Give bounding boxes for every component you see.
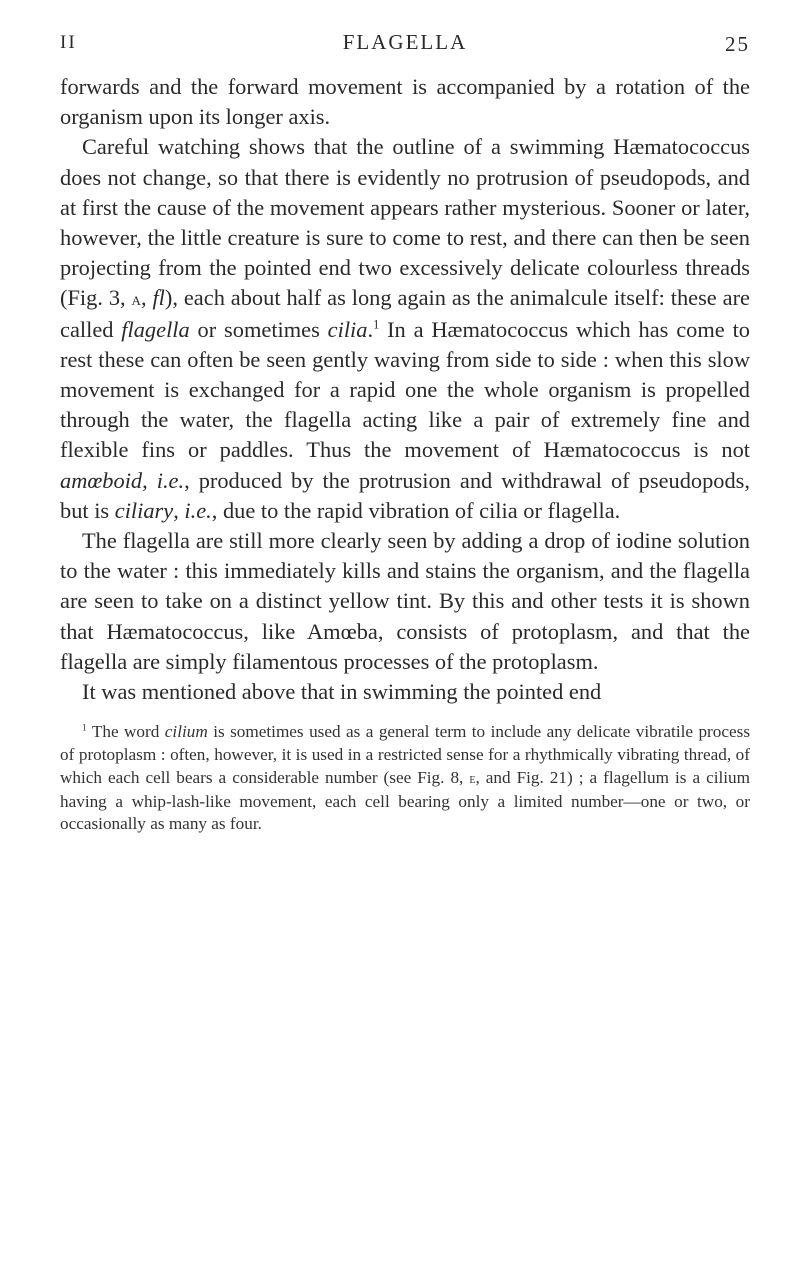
paragraph-4: It was mentioned above that in swimming the pointed end	[82, 679, 602, 705]
text-run: , and Fig. 21) ; a flagellum is a cilium having a whip-lash-like movement, each cell bearing only a limited number—one or two, or occasionally as many as four.	[60, 767, 750, 834]
abbr-ie: i.e.	[156, 467, 185, 493]
running-head	[60, 28, 750, 72]
term-ciliary: ciliary	[114, 497, 174, 523]
text-run: In a Hæmatococcus which has come to rest these can often be seen gently waving from side to side : when this slow movement is exchanged for a rapid one the whole organism is propelled through the water, the flagella acting like a pair of extremely fine and flexible fins or paddles. Thus the movement of Hæmatococcus is not	[60, 316, 750, 463]
text-run: , due to the rapid vibration of cilia or flagella.	[211, 497, 621, 523]
paragraph-2: Careful watching shows that the outline of a swimming Hæmatococcus does not change, so that there is evidently no protrusion of pseudopods, and at first the cause of the movement appears rather mysterious. Sooner or later, however, the little creature is sure to come to rest, and there can then be seen projecting from the pointed end two excessively delicate colourless threads (Fig. 3, a, fl), each about half as long again as the animalcule itself: these are called flagella or sometimes cilia.$^1$ In a Hæmatococcus which has come to rest these can often be seen gently waving from side to side : when this slow movement is exchanged for a rapid one the whole organism is propelled through the water, the flagella acting like a pair of extremely fine and flexible fins or paddles. Thus the movement of Hæmatococcus is not amœboid, i.e., produced by the protrusion and withdrawal of pseudopods, but is ciliary, i.e., due to the rapid vibration of cilia or flagella.	[60, 134, 750, 523]
term-cilium: cilium	[164, 722, 208, 742]
text-run: or sometimes	[189, 316, 328, 342]
paragraph-3: The flagella are still more clearly seen by adding a drop of iodine solution to the water : this immediately kills and stains the organism, and the flagella are seen to take on a distinct yellow tint. By this and other tests it is shown that Hæmatococcus, like Amœba, consists of protoplasm, and that the flagella are simply filamentous processes of the protoplasm.	[60, 528, 750, 674]
text-run: , produced by the protrusion and withdrawal of pseudopods, but is	[60, 467, 750, 523]
paragraph-1: forwards and the forward movement is accompanied by a rotation of the organism upon its longer axis.	[60, 74, 750, 130]
text-run: ,	[173, 497, 185, 523]
chapter-number: II	[60, 32, 77, 53]
footnote-1	[60, 721, 750, 836]
body-text	[60, 72, 750, 707]
footnote	[60, 721, 750, 836]
page	[60, 28, 750, 836]
abbr-ie: i.e.	[184, 497, 212, 523]
running-title: FLAGELLA	[342, 30, 468, 54]
figure-label-fl: fl	[152, 285, 165, 311]
footnote-mark: 1	[82, 723, 87, 734]
text-run: ,	[142, 467, 157, 493]
text-run: ), each about half as long again as the animalcule itself: these are called	[60, 285, 750, 342]
term-flagella: flagella	[121, 316, 190, 342]
term-amoeboid: amœboid	[60, 467, 143, 493]
footnote-ref[interactable]: 1	[373, 317, 380, 332]
term-cilia: cilia	[327, 316, 368, 342]
text-run: is sometimes used as a general term to include any delicate vibratile process of protoplasm : often, however, it is used in a restricted sense for a rhythmically vibrating thread, of which each cell bears a considerable number (see Fig. 8,	[60, 722, 751, 787]
figure-label-a: a	[131, 289, 141, 310]
page-number: 25	[725, 32, 750, 56]
text-run: ,	[140, 285, 153, 311]
text-run: The word	[86, 722, 165, 742]
text-run: Careful watching shows that the outline of a swimming Hæmatococcus does not change, so that there is evidently no protrusion of pseudopods, and at first the cause of the movement appears rather mysterious. Sooner or later, however, the little creature is sure to come to rest, and there can then be seen projecting from the pointed end two excessively delicate colourless threads (Fig. 3,	[60, 134, 750, 311]
figure-label-e: e	[469, 770, 476, 786]
